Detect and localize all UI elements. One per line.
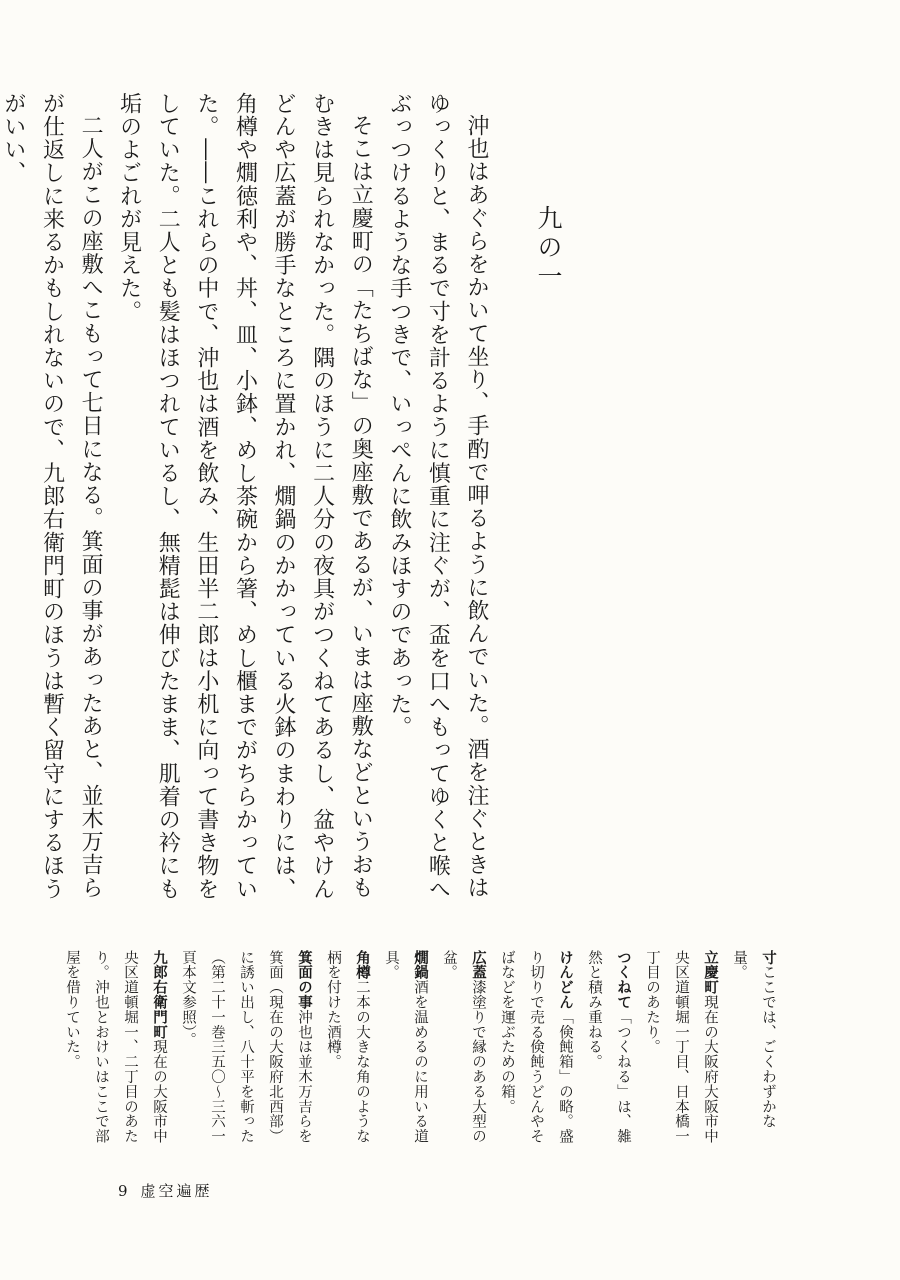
- note-text: ここでは、ごくわずかな量。: [731, 950, 776, 1129]
- note-term: つくねて: [615, 950, 631, 1010]
- paragraph-1: 沖也はあぐらをかいて坐り、手酌で呷るように飲んでいた。酒を注ぐときはゆっくりと、まるで寸を計るように慎重に注ぐが、盃を口へもってゆくと喉へぶっつけるような手つきで、いっぺんに飲みほすのであった。: [386, 92, 489, 901]
- note-item: [57, 950, 173, 1150]
- note-text: 二本の大きな角のような柄を付けた酒樽。: [325, 950, 370, 1144]
- note-text: 現在の大阪府大阪市中央区道頓堀一丁目、日本橋一丁目のあたり。: [644, 950, 718, 1144]
- paragraph-3: 二人がこの座敷へこもって七日になる。箕面の事があったあと、並木万吉らが仕返しに来るかもしれないので、九郎右衛門町のほうは暫く留守にするほうがいい、: [0, 92, 104, 901]
- note-text: 酒を温めるのに用いる道具。: [383, 950, 428, 1144]
- note-term: 九郎右衛門町: [151, 950, 167, 1040]
- chapter-title: 九の一: [534, 205, 563, 292]
- note-term: 寸: [760, 950, 776, 965]
- note-text: 沖也は並木万吉らを箕面（現在の大阪府北西部）に誘い出し、八十平を斬った（第二十一巻三五〇～三六一頁本文参照）。: [180, 950, 312, 1144]
- note-term: けんどん: [557, 950, 573, 1010]
- note-term: 広蓋: [470, 950, 486, 980]
- note-item: [724, 950, 782, 1150]
- note-term: 角樽: [354, 950, 370, 980]
- note-item: [579, 950, 637, 1150]
- note-term: 燗鍋: [412, 950, 428, 980]
- note-text: 漆塗りで縁のある大型の盆。: [441, 950, 486, 1144]
- note-item: [637, 950, 724, 1150]
- note-text: 現在の大阪市中央区道頓堀一、二丁目のあたり。沖也とおけいはここで部屋を借りていた。: [64, 950, 167, 1144]
- note-item: [173, 950, 318, 1150]
- note-text: 「倹飩箱」の略。盛り切りで売る倹飩うどんやそばなどを運ぶための箱。: [499, 950, 573, 1144]
- note-text: 「つくねる」は、雑然と積み重ねる。: [586, 950, 631, 1144]
- note-item: [376, 950, 434, 1150]
- paragraph-2: そこは立慶町の「たちばな」の奥座敷であるが、いまは座敷などというおもむきは見られなかった。隅のほうに二人分の夜具がつくねてあるし、盆やけんどんや広蓋が勝手なところに置かれ、燗鍋のかかっている火鉢のまわりには、角樽や燗徳利や、丼、皿、小鉢、めし茶碗から箸、めし櫃までがちらかっていた。――これらの中で、沖也は酒を飲み、生田半二郎は小机に向って書き物をしていた。二人とも髪はほつれているし、無精髭は伸びたまま、肌着の衿にも垢のよごれが見えた。: [116, 92, 374, 901]
- main-text: [0, 92, 495, 922]
- page-number: 9: [118, 1182, 131, 1200]
- page-footer: [118, 1180, 213, 1201]
- annotations: [64, 950, 782, 1150]
- note-term: 箕面の事: [296, 950, 312, 1010]
- note-term: 立慶町: [702, 950, 718, 995]
- note-item: [318, 950, 376, 1150]
- book-title: 虚空遍歴: [140, 1182, 213, 1200]
- note-item: [492, 950, 579, 1150]
- note-item: [434, 950, 492, 1150]
